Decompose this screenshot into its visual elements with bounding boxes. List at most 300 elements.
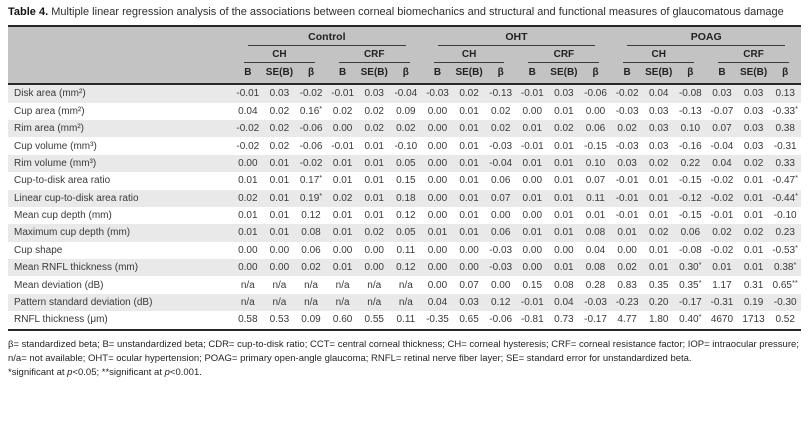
table-body xyxy=(8,84,801,329)
table-cell: 0.02 xyxy=(332,192,353,204)
table-cell: 0.01 xyxy=(554,140,574,152)
table-cell: 0.12 xyxy=(301,210,321,222)
table-cell: -0.17 xyxy=(678,296,702,308)
table-cell: 0.01 xyxy=(269,192,290,204)
table-cell: -0.15 xyxy=(584,140,607,152)
stat-column-header: SE(B) xyxy=(738,63,770,84)
table-cell: -0.03 xyxy=(615,140,639,152)
table-cell: -0.01 xyxy=(710,210,734,222)
table-cell: 0.01 xyxy=(269,227,290,239)
table-cell: 0.02 xyxy=(743,157,764,169)
table-cell: 0.01 xyxy=(522,227,543,239)
footnote-significance: *significant at p<0.05; **significant at p<0.001. xyxy=(8,367,202,379)
table-cell: 0.01 xyxy=(554,227,574,239)
table-cell: 0.01 xyxy=(238,227,258,239)
stat-column-header: SE(B) xyxy=(643,63,675,84)
table-cell: 0.00 xyxy=(269,244,290,256)
table-cell: 0.01 xyxy=(648,192,669,204)
table-cell: 0.52 xyxy=(775,314,795,326)
table-row xyxy=(8,311,801,329)
table-footnotes xyxy=(8,338,801,381)
table-cell: 0.01 xyxy=(522,157,543,169)
stat-column-header: SE(B) xyxy=(264,63,296,84)
significance-asterisk: * xyxy=(795,173,799,183)
table-cell: n/a xyxy=(367,296,382,308)
table-cell: 0.01 xyxy=(554,175,574,187)
table-cell: 0.00 xyxy=(332,123,353,135)
table-cell: -0.15 xyxy=(678,210,702,222)
table-cell: 0.01 xyxy=(269,175,290,187)
table-cell: -0.06 xyxy=(489,314,513,326)
table-cell: 0.00 xyxy=(522,105,543,117)
stat-column-header: B xyxy=(516,63,548,84)
table-cell: -0.01 xyxy=(520,88,544,100)
table-cell: 0.12 xyxy=(396,262,416,274)
table-cell: -0.01 xyxy=(331,88,355,100)
table-cell: 0.11 xyxy=(396,314,416,326)
regression-table xyxy=(8,25,801,330)
table-cell: 0.04 xyxy=(712,157,732,169)
table-cell: 0.01 xyxy=(648,244,669,256)
table-cell: 0.06 xyxy=(490,227,511,239)
table-cell: n/a xyxy=(335,296,350,308)
table-cell: 0.02 xyxy=(269,123,290,135)
table-cell: 0.03 xyxy=(459,296,479,308)
table-cell: -0.81 xyxy=(520,314,544,326)
table-cell: 0.02 xyxy=(364,123,384,135)
table-cell: 0.12 xyxy=(396,210,416,222)
table-cell: 0.18 xyxy=(396,192,416,204)
table-cell: 0.01 xyxy=(459,175,479,187)
table-cell: 0.01 xyxy=(459,210,479,222)
table-cell: -0.07 xyxy=(710,105,734,117)
table-cell: 0.02 xyxy=(490,105,511,117)
stat-column-header: B xyxy=(611,63,643,84)
table-cell: 0.01 xyxy=(364,192,384,204)
table-cell: 0.65 xyxy=(459,314,479,326)
row-label: Mean RNFL thickness (mm) xyxy=(14,262,139,274)
table-cell: -0.16 xyxy=(678,140,702,152)
table-cell: 0.12 xyxy=(490,296,511,308)
significance-asterisk: * xyxy=(319,173,323,183)
table-cell: 0.02 xyxy=(554,123,574,135)
table-cell: 0.08 xyxy=(554,279,574,291)
table-cell: 0.07 xyxy=(490,192,511,204)
row-label-column-header xyxy=(8,46,232,63)
table-cell: -0.01 xyxy=(615,175,639,187)
table-cell: 0.05 xyxy=(396,157,416,169)
table-cell: 0.06 xyxy=(490,175,511,187)
table-row xyxy=(8,224,801,241)
table-cell: n/a xyxy=(240,296,255,308)
table-cell: 0.35 xyxy=(648,279,669,291)
table-cell: 0.83 xyxy=(617,279,637,291)
table-cell: -0.01 xyxy=(520,140,544,152)
table-cell: 0.01 xyxy=(712,262,732,274)
table-cell: 0.73 xyxy=(554,314,574,326)
table-cell: 0.05 xyxy=(396,227,416,239)
table-cell: -0.04 xyxy=(394,88,418,100)
table-cell: 0.30* xyxy=(679,260,702,274)
table-cell: 0.03 xyxy=(364,88,384,100)
table-cell: 0.20 xyxy=(648,296,669,308)
table-cell: 0.01 xyxy=(332,157,353,169)
table-row xyxy=(8,120,801,137)
table-cell: 0.01 xyxy=(743,192,764,204)
table-row xyxy=(8,172,801,189)
table-cell: -0.02 xyxy=(299,88,323,100)
row-label: Cup shape xyxy=(14,244,63,256)
table-cell: 0.00 xyxy=(554,244,574,256)
table-row xyxy=(8,103,801,120)
table-cell: 0.01 xyxy=(648,262,669,274)
table-cell: -0.01 xyxy=(331,140,355,152)
table-cell: -0.02 xyxy=(710,192,734,204)
subgroup-header-cell xyxy=(422,46,517,63)
table-cell: 0.55 xyxy=(364,314,384,326)
table-cell: -0.03 xyxy=(426,88,449,100)
table-cell: 0.00 xyxy=(332,244,353,256)
table-cell: 0.01 xyxy=(459,192,479,204)
table-cell: -0.47* xyxy=(772,173,799,187)
table-cell: 0.00 xyxy=(364,244,384,256)
table-cell: 0.03 xyxy=(743,88,764,100)
table-cell: 0.01 xyxy=(364,140,384,152)
table-cell: -0.15 xyxy=(678,175,702,187)
significance-asterisk: * xyxy=(698,260,702,270)
table-cell: 0.35* xyxy=(679,277,702,291)
table-cell: 0.01 xyxy=(617,227,637,239)
table-cell: 0.01 xyxy=(554,157,574,169)
table-header xyxy=(8,26,801,84)
table-cell: 0.00 xyxy=(459,262,479,274)
table-cell: 0.04 xyxy=(585,244,606,256)
table-cell: -0.03 xyxy=(615,105,639,117)
table-cell: 0.02 xyxy=(364,105,384,117)
row-label-column-header xyxy=(8,63,232,84)
table-title-label: Table 4. xyxy=(8,6,49,18)
stat-column-header: β xyxy=(580,63,612,84)
table-cell: 0.02 xyxy=(490,123,511,135)
table-cell: -0.04 xyxy=(710,140,734,152)
row-label: Rim area (mm²) xyxy=(14,123,84,135)
table-cell: 0.11 xyxy=(586,192,605,204)
table-cell: 0.02 xyxy=(617,262,637,274)
table-cell: 0.10 xyxy=(585,157,606,169)
table-cell: 0.01 xyxy=(554,210,574,222)
table-cell: 0.01 xyxy=(554,262,574,274)
row-label: Cup volume (mm³) xyxy=(14,140,97,152)
table-cell: -0.03 xyxy=(489,244,513,256)
stat-column-header: B xyxy=(232,63,264,84)
subgroup-header-oht-ch: CH xyxy=(434,46,505,63)
table-cell: 0.02 xyxy=(617,123,637,135)
table-cell: -0.10 xyxy=(773,210,797,222)
table-cell: 0.15 xyxy=(396,175,416,187)
table-cell: 0.00 xyxy=(427,175,448,187)
table-cell: -0.06 xyxy=(299,123,323,135)
table-cell: -0.03 xyxy=(489,140,513,152)
table-cell: 0.01 xyxy=(743,175,764,187)
table-cell: 1713 xyxy=(742,314,765,326)
table-cell: n/a xyxy=(367,279,382,291)
table-cell: 0.01 xyxy=(269,157,290,169)
table-cell: -0.02 xyxy=(236,140,260,152)
table-cell: -0.33* xyxy=(772,103,799,117)
table-cell: 0.01 xyxy=(332,210,353,222)
table-cell: 0.00 xyxy=(585,105,606,117)
row-label: Disk area (mm²) xyxy=(14,88,86,100)
stat-column-header: B xyxy=(422,63,454,84)
table-cell: 0.00 xyxy=(522,262,543,274)
table-cell: 0.60 xyxy=(332,314,353,326)
table-cell: 0.01 xyxy=(554,105,574,117)
subgroup-header-poag-ch: CH xyxy=(623,46,694,63)
table-cell: -0.08 xyxy=(678,88,702,100)
table-cell: 0.00 xyxy=(427,123,448,135)
table-cell: -0.31 xyxy=(773,140,797,152)
table-cell: 0.38* xyxy=(773,260,797,274)
table-cell: -0.08 xyxy=(678,244,702,256)
table-cell: 0.00 xyxy=(427,157,448,169)
table-cell: -0.02 xyxy=(299,157,323,169)
significance-asterisk: * xyxy=(698,277,702,287)
table-cell: 0.02 xyxy=(332,105,353,117)
row-label: Mean cup depth (mm) xyxy=(14,210,112,222)
table-cell: 0.33 xyxy=(775,157,795,169)
stat-column-header: SE(B) xyxy=(453,63,485,84)
table-cell: 0.03 xyxy=(743,123,764,135)
table-cell: 0.00 xyxy=(427,140,448,152)
table-cell: 0.15 xyxy=(522,279,543,291)
group-header-cell xyxy=(611,26,801,46)
group-header-poag: POAG xyxy=(627,27,785,46)
row-label: Maximum cup depth (mm) xyxy=(14,227,131,239)
subgroup-header-cell xyxy=(706,46,801,63)
table-cell: 0.03 xyxy=(269,88,290,100)
table-cell: 0.03 xyxy=(617,157,637,169)
table-cell: n/a xyxy=(240,279,255,291)
table-cell: 0.09 xyxy=(396,105,416,117)
table-cell: 0.65** xyxy=(772,277,798,291)
row-label: Linear cup-to-disk area ratio xyxy=(14,192,139,204)
table-cell: n/a xyxy=(398,279,413,291)
table-cell: 0.01 xyxy=(332,175,353,187)
table-cell: 0.58 xyxy=(238,314,258,326)
table-cell: n/a xyxy=(304,296,318,308)
table-cell: -0.01 xyxy=(615,210,639,222)
table-cell: 0.00 xyxy=(427,244,448,256)
table-cell: 0.00 xyxy=(490,279,511,291)
table-row xyxy=(8,276,801,293)
table-cell: 0.02 xyxy=(301,262,321,274)
row-label-column-header xyxy=(8,26,232,46)
table-cell: 0.00 xyxy=(427,210,448,222)
table-cell: n/a xyxy=(272,279,287,291)
table-cell: 0.10 xyxy=(680,123,701,135)
table-cell: 0.04 xyxy=(427,296,448,308)
table-cell: 0.01 xyxy=(554,192,574,204)
table-cell: -0.01 xyxy=(615,192,639,204)
table-cell: 0.01 xyxy=(364,210,384,222)
stat-column-header: β xyxy=(390,63,422,84)
row-label: Rim volume (mm³) xyxy=(14,157,97,169)
table-cell: -0.06 xyxy=(584,88,607,100)
table-cell: 0.40* xyxy=(679,312,702,326)
stat-column-header: SE(B) xyxy=(548,63,580,84)
significance-asterisk: * xyxy=(795,103,799,113)
table-cell: 0.04 xyxy=(554,296,574,308)
table-cell: -0.17 xyxy=(584,314,607,326)
table-cell: -0.04 xyxy=(489,157,513,169)
table-cell: -0.02 xyxy=(615,88,639,100)
stat-column-header: β xyxy=(675,63,707,84)
table-cell: 0.02 xyxy=(364,227,384,239)
subgroup-header-cell xyxy=(516,46,611,63)
row-label: Mean deviation (dB) xyxy=(14,279,104,291)
table-cell: -0.13 xyxy=(489,88,513,100)
table-cell: -0.01 xyxy=(236,88,260,100)
table-cell: 0.02 xyxy=(648,157,669,169)
table-cell: 4670 xyxy=(710,314,734,326)
table-cell: -0.01 xyxy=(520,296,544,308)
table-cell: 0.01 xyxy=(238,210,258,222)
table-cell: -0.06 xyxy=(299,140,323,152)
row-label: Cup area (mm²) xyxy=(14,105,85,117)
footnote-abbreviations: β= standardized beta; B= unstandardized beta; CDR= cup-to-disk ratio; CCT= central corneal thickness; CH= corneal hysteresis; CRF= corneal resistance factor; IOP= intraocular pressure; n/a= not available; OHT= ocular hypertension; POAG= primary open-angle glaucoma; RNFL= retinal nerve fiber layer; SE= standard error for unstandardized beta. xyxy=(8,338,799,364)
table-cell: 0.38 xyxy=(775,123,795,135)
table-cell: 0.53 xyxy=(269,314,290,326)
table-cell: 0.08 xyxy=(585,262,606,274)
table-cell: -0.23 xyxy=(615,296,639,308)
significance-asterisk: * xyxy=(795,242,799,252)
table-cell: 0.03 xyxy=(712,88,732,100)
table-cell: 0.01 xyxy=(238,175,258,187)
table-cell: 0.01 xyxy=(459,123,479,135)
table-cell: 0.01 xyxy=(269,210,290,222)
table-cell: 0.01 xyxy=(459,105,479,117)
table-cell: 0.00 xyxy=(427,192,448,204)
table-cell: 0.01 xyxy=(459,227,479,239)
table-row xyxy=(8,155,801,172)
table-cell: 0.01 xyxy=(332,227,353,239)
table-cell: 0.02 xyxy=(269,140,290,152)
table-cell: -0.31 xyxy=(710,296,734,308)
table-cell: 0.02 xyxy=(269,105,290,117)
table-cell: 0.19 xyxy=(743,296,764,308)
table-cell: 0.01 xyxy=(743,210,764,222)
group-header-control: Control xyxy=(248,27,406,46)
table-cell: 0.01 xyxy=(648,175,669,187)
table-cell: 0.00 xyxy=(459,244,479,256)
table-cell: 0.00 xyxy=(364,262,384,274)
table-cell: 0.01 xyxy=(364,175,384,187)
significance-asterisk: * xyxy=(319,103,323,113)
table-cell: 0.22 xyxy=(680,157,701,169)
table-cell: 0.01 xyxy=(522,192,543,204)
table-row xyxy=(8,294,801,311)
table-cell: 0.03 xyxy=(648,140,669,152)
table-cell: 0.06 xyxy=(585,123,606,135)
table-cell: 0.28 xyxy=(585,279,606,291)
table-row xyxy=(8,84,801,102)
stat-column-header: SE(B) xyxy=(358,63,390,84)
table-cell: 0.02 xyxy=(238,192,258,204)
table-cell: -0.03 xyxy=(584,296,607,308)
table-cell: 0.01 xyxy=(585,210,606,222)
subgroup-header-cell xyxy=(327,46,422,63)
significance-asterisk: * xyxy=(319,190,323,200)
table-cell: n/a xyxy=(304,279,318,291)
table-cell: 0.03 xyxy=(554,88,574,100)
table-cell: 0.03 xyxy=(648,105,669,117)
table-cell: 0.00 xyxy=(238,157,258,169)
table-cell: 0.01 xyxy=(364,157,384,169)
table-cell: 0.04 xyxy=(238,105,258,117)
table-cell: 0.16* xyxy=(299,103,323,117)
table-cell: 0.00 xyxy=(238,244,258,256)
table-cell: 0.00 xyxy=(427,262,448,274)
table-cell: 1.80 xyxy=(648,314,669,326)
significance-asterisk: * xyxy=(793,260,797,270)
table-cell: 0.00 xyxy=(522,175,543,187)
subgroup-header-oht-crf: CRF xyxy=(528,46,599,63)
table-cell: 0.17* xyxy=(299,173,323,187)
table-cell: 0.08 xyxy=(301,227,321,239)
subgroup-header-cell xyxy=(611,46,706,63)
table-row xyxy=(8,190,801,207)
table-cell: 0.00 xyxy=(238,262,258,274)
table-cell: 0.00 xyxy=(427,279,448,291)
table-cell: n/a xyxy=(398,296,413,308)
stat-column-header: β xyxy=(769,63,801,84)
table-cell: 0.02 xyxy=(743,227,764,239)
subgroup-header-poag-crf: CRF xyxy=(718,46,789,63)
table-row xyxy=(8,207,801,224)
table-cell: 0.01 xyxy=(459,157,479,169)
group-header-cell xyxy=(232,26,422,46)
group-header-oht: OHT xyxy=(438,27,596,46)
table-cell: 0.23 xyxy=(775,227,795,239)
table-cell: n/a xyxy=(335,279,350,291)
table-cell: 4.77 xyxy=(617,314,637,326)
table-cell: -0.12 xyxy=(678,192,702,204)
significance-asterisk: * xyxy=(698,312,702,322)
table-cell: 0.00 xyxy=(490,210,511,222)
table-cell: -0.13 xyxy=(678,105,702,117)
table-cell: 0.19* xyxy=(299,190,323,204)
table-cell: 0.04 xyxy=(648,88,669,100)
stat-column-header: B xyxy=(327,63,359,84)
table-cell: 0.01 xyxy=(459,140,479,152)
table-row xyxy=(8,242,801,259)
table-cell: 0.11 xyxy=(396,244,416,256)
table-cell: 0.31 xyxy=(743,279,764,291)
table-cell: 0.01 xyxy=(743,244,764,256)
row-label: RNFL thickness (μm) xyxy=(14,314,108,326)
table-cell: 0.01 xyxy=(743,262,764,274)
table-cell: 0.02 xyxy=(648,227,669,239)
table-cell: 1.17 xyxy=(712,279,732,291)
table-title xyxy=(8,5,801,19)
stat-column-header: β xyxy=(295,63,327,84)
table-row xyxy=(8,259,801,276)
table-title-text: Multiple linear regression analysis of the associations between corneal biomechanics and structural and functional measures of glaucomatous damage xyxy=(51,6,784,18)
table-cell: 0.00 xyxy=(522,244,543,256)
subgroup-header-cell xyxy=(232,46,327,63)
stat-column-header: β xyxy=(485,63,517,84)
table-cell: 0.00 xyxy=(427,105,448,117)
